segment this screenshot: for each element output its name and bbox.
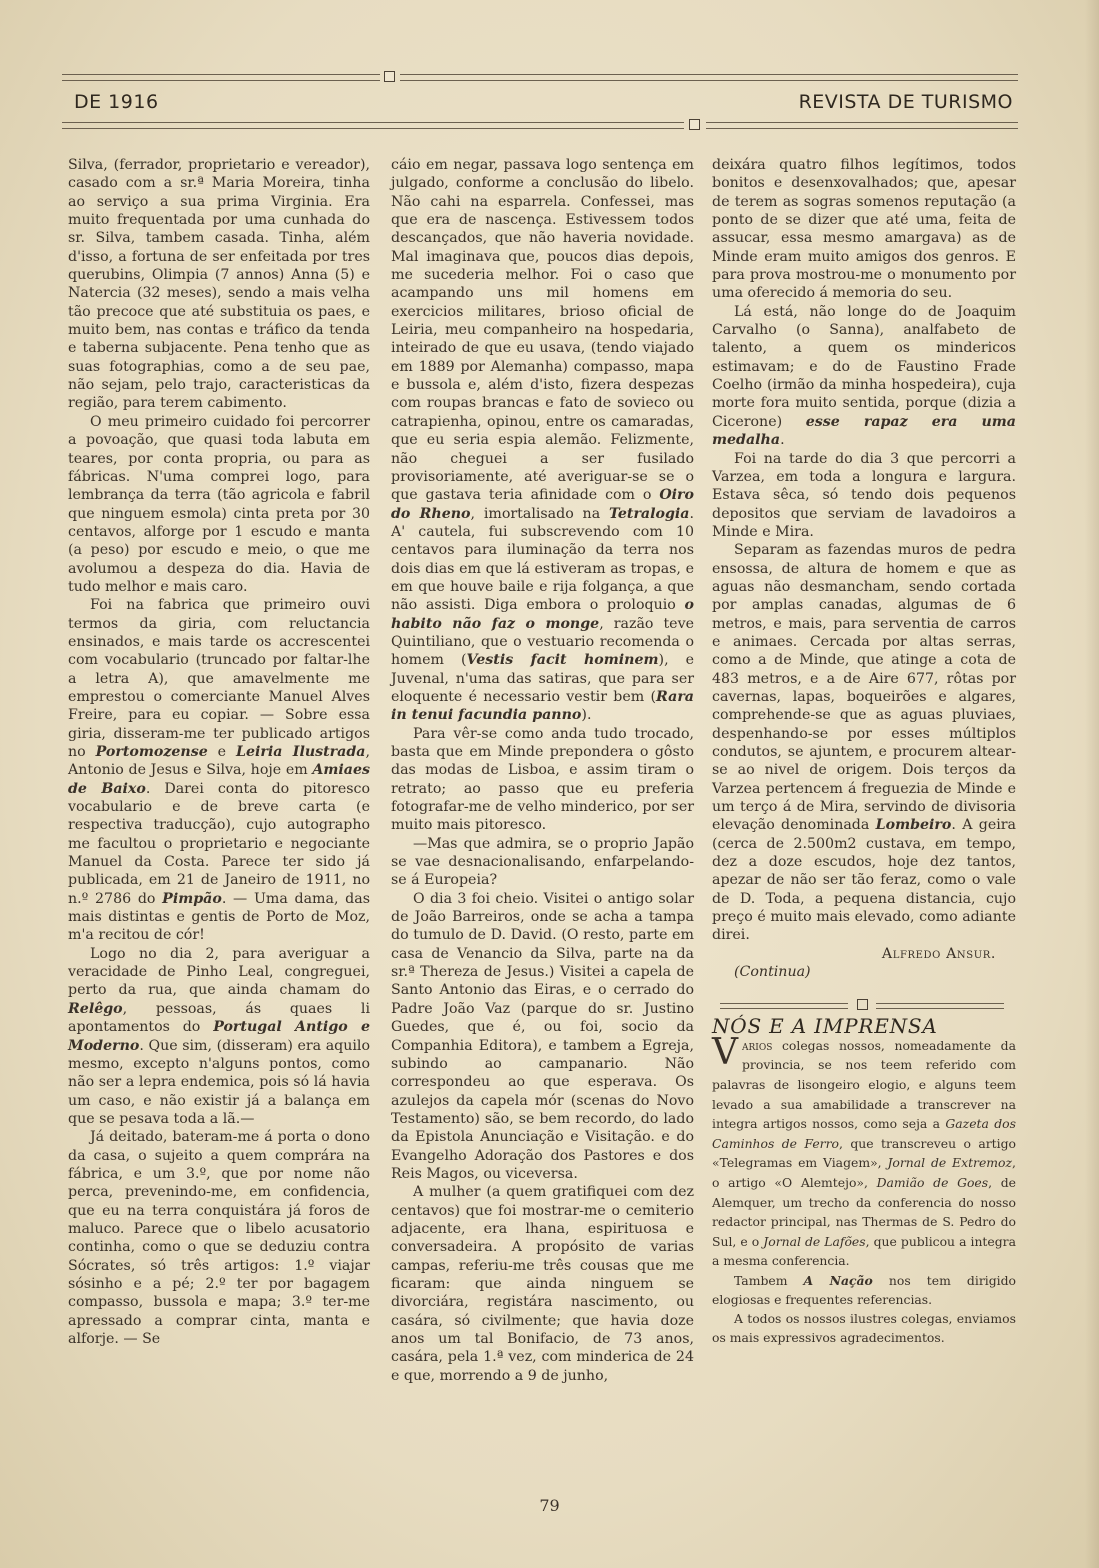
author-signature: Alfredo Ansur. xyxy=(881,945,996,962)
rule-ornament-box xyxy=(689,119,700,130)
continued-label: (Continua) xyxy=(734,964,811,981)
text-column-2 xyxy=(391,156,694,1385)
drop-cap: V xyxy=(712,1031,738,1073)
section-title: NÓS E A IMPRENSA xyxy=(712,1014,938,1039)
paragraph: Silva, (ferrador, proprietario e vereador), casado com a sr.ª Maria Moreira, tinha ao serviço a sua prima Virginia. Era muito frequentada por uma cunhada do sr. Silva, tambem casada. Tinha, além d'isso, a fortuna de ser enfeitada por tres querubins, Olimpia (7 annos) Anna (5) e Natercia (32 meses), sendo a mais velha tão precoce que até substituia os paes, e muito bem, nas contas e tráfico da tenda e taberna subjacente. Pena tenho que as suas fotographias, como a de seu pae, não sejam, pelo trajo, caracteristicas da região, para terem cabimento. xyxy=(68,157,370,412)
paragraph: Foi na tarde do dia 3 que percorri a Varzea, em toda a longura e largura. Estava sêca, só tendo dois pequenos depositos que serviam de lavadoiros a Minde e Mira. xyxy=(712,450,1016,540)
page-edge-shadow xyxy=(1085,0,1099,1568)
paragraph: —Mas que admira, se o proprio Japão se vae desnacionalisando, enfarpelando-se á Europeia? xyxy=(391,835,694,889)
paragraph: Para vêr-se como anda tudo trocado, basta que em Minde prepondera o gôsto das modas de Lisboa, e assim tiram o retrato; ao passo que eu preferia fotografar-me de velho minderico, por ser muito mais pitoresco. xyxy=(391,725,694,834)
paragraph: Foi na fabrica que primeiro ouvi termos da giria, com reluctancia ensinados, e mais tarde os accrescentei com vocabulario (truncado por faltar-lhe a letra A), que amavelmente me emprestou o comerciante Manuel Alves Freire, para eu copiar. — Sobre essa giria, disseram-me ter publicado artigos no Portomozense e Leiria Ilustrada, Antonio de Jesus e Silva, hoje em Amiaes de Baixo. Darei conta do pitoresco vocabulario e de breve carta (e respectiva traducção), cujo autographo me facultou o proprietario e negociante Manuel da Costa. Parece ter sido já publicada, em 21 de Janeiro de 1911, no n.º 2786 do Pimpão. — Uma dama, das mais distintas e gentis de Porto de Moz, m'a recitou de cór! xyxy=(68,597,371,944)
running-head-left: DE 1916 xyxy=(74,91,159,113)
divider-line xyxy=(876,1003,1004,1009)
paragraph: O meu primeiro cuidado foi percorrer a povoação, que quasi toda labuta em teares, por conta propria, ou para as fábricas. N'uma comprei logo, para lembrança da terra (tão agricola e fabril que ninguem esmola) cinta preta por 30 centavos, alforge por 1 escudo e manta (a peso) por escudo e meio, o que me avolumou a despeza do dia. Havia de tudo melhor e mais caro. xyxy=(68,413,370,595)
page-number: 79 xyxy=(539,1496,560,1515)
header-top-rule xyxy=(400,74,1018,81)
paragraph: O dia 3 foi cheio. Visitei o antigo solar de João Barreiros, onde se acha a tampa do tumulo de D. David. (O resto, parte em casa de Venancio da Silva, parte na da sr.ª Thereza de Jesus.) Visitei a capela de Santo Antonio das Eiras, e o cerrado do Padre João Vaz (parque do sr. Justino Guedes, que é, ou foi, socio da Companhia Editora), e tambem a Egreja, subindo ao campanario. Não correspondeu ao que esperava. Os azulejos da capela mór (scenas do Novo Testamento) são, se bem recordo, do lado da Epistola Anunciação e Visitação. e do Evangelho Adoração dos Pastores e dos Reis Magos, ou viceversa. xyxy=(391,890,694,1182)
continued-note xyxy=(712,963,1016,981)
paragraph: Lá está, não longe do de Joaquim Carvalho (o Sanna), analfabeto de talento, a quem os mindericos estimavam; e do de Faustino Frade Coelho (irmão da minha hospedeira), cuja morte fora muito sentida, porque (dizia a Cicerone) esse rapaz era uma medalha. xyxy=(712,303,1017,449)
paragraph: A todos os nossos ilustres colegas, enviamos os mais expressivos agradecimentos. xyxy=(712,1310,1016,1345)
paragraph xyxy=(712,1031,1016,1271)
divider-ornament-box xyxy=(857,999,868,1010)
paragraph: Logo no dia 2, para averiguar a veracidade de Pinho Leal, congreguei, perto da rua, que ainda chamam do Relêgo, pessoas, ás quaes li apontamentos do Portugal Antigo e Moderno. Que sim, (disseram) era aquilo mesmo, excepto n'alguns pontos, como não ser a lepra endemica, pois só lá havia um caso, e não existir já a balança em que se pesava toda a lã.— xyxy=(68,945,370,1127)
paragraph: Já deitado, bateram-me á porta o dono da casa, o sujeito a quem comprára na fábrica, e um 3.º, que por nome não perca, prevenindo-me, em confidencia, que eu na terra conquistára já foros de maluco. Parece que o libelo acusatorio continha, como o que se deduziu contra Sócrates, só três artigos: 1.º viajar sósinho e a pé; 2.º ter por bagagem compasso, bussola e mapa; 3.º ter-me apressado a comprar cinta, manta e alforje. — Se xyxy=(68,1129,370,1347)
divider-line xyxy=(720,1003,848,1009)
section-divider xyxy=(712,995,1016,1017)
running-head-right: REVISTA DE TURISMO xyxy=(798,91,1013,113)
text-column-3 xyxy=(712,156,1016,1347)
text-column-1 xyxy=(68,156,370,1348)
header-bottom-rule xyxy=(706,122,1018,129)
paragraph-body: arios colegas nossos, nomeadamente da provincia, se nos teem referido com palavras de lisongeiro elogio, e alguns teem levado a sua amabilidade a transcrever na integra artigos nossos, como seja a Gazeta dos Caminhos de Ferro, que transcreveu o artigo «Telegramas em Viagem», Jornal de Extremoz, o artigo «O Alemtejo», Damião de Goes, de Alemquer, um trecho da conferencia do nosso redactor principal, nas Thermas de S. Pedro do Sul, e o Jornal de Lafões, que publicou a integra a mesma conferencia. xyxy=(712,1037,1016,1269)
paragraph: Separam as fazendas muros de pedra ensossa, de altura de homem e que as aguas não desmancham, sendo cortada por amplas canadas, algumas de 6 metros, e mais, para serventia de carros e animaes. Cercada por altas serras, como a de Minde, que atinge a cota de 483 metros, e a de Aire 677, rôtas por cavernas, lapas, boqueirões e algares, comprehende-se que as aguas pluviaes, despenhando-se por esses múltiplos condutos, se ajuntem, e procurem altear-se ao nivel de origem. Dois terços da Varzea pertencem á freguezia de Minde e um terço á de Mira, servindo de divisoria elevação denominada Lombeiro. A geira (cerca de 2.500m2 custava, em tempo, dez a doze escudos, hoje dez tantos, apezar de não ser tão feraz, como o vale de D. Toda, a pequena distancia, cujo preço é muito mais elevado, como adiante direi. xyxy=(712,542,1016,944)
rule-ornament-box xyxy=(384,71,395,82)
paragraph: Tambem A Nação nos tem dirigido elogiosas e frequentes referencias. xyxy=(712,1272,1016,1307)
paragraph: deixára quatro filhos legítimos, todos bonitos e desenxovalhados; que, apesar de terem as sogras somenos reputação (a ponto de se dizer que até uma, feita de assucar, essa mesmo amargava) as de Minde eram muito amigos dos genros. E para prova mostrou-me o monumento por uma oferecido á memoria do seu. xyxy=(712,157,1016,302)
paragraph: A mulher (a quem gratifiquei com dez centavos) que foi mostrar-me o cemiterio adjacente, era lhana, espirituosa e conversadeira. A propósito de varias campas, referiu-me três cousas que me ficaram: que ainda ninguem se divorciára, registára nascimento, ou casára, só civilmente; que havia doze anos um tal Bonifacio, de 73 anos, casára, pela 1.ª vez, com minderica de 24 e que, morrendo a 9 de junho, xyxy=(391,1184,694,1384)
header-bottom-rule xyxy=(62,122,684,129)
header-top-rule xyxy=(62,74,380,81)
paragraph: cáio em negar, passava logo sentença em julgado, conforme a conclusão do libelo. Não cahi na esparrela. Confessei, mas que era de nascença. Estivessem todos descançados, que não haveria novidade. Mal imaginava que, poucos dias depois, me sucederia melhor. Foi o caso que acampando uns mil homens em exercicios militares, brioso oficial de Leiria, meu companheiro na hospedaria, inteirado de que eu usava, (tendo viajado em 1889 por Alemanha) compasso, mapa e bussola e, além d'isto, fizera despezas com roupas brancas e fato de sovieco ou catrapienha, opinou, entre os camaradas, que eu seria espia alemão. Felizmente, não cheguei a ser fusilado provisoriamente, até averiguar-se se o que gastava teria afinidade com o Oiro do Rheno, imortalisado na Tetralogia. A' cautela, fui subscrevendo com 10 centavos para iluminação da terra nos dois dias em que lá estiveram as tropas, e em que houve baile e rija folgança, a que não assisti. Diga embora o proloquio o habito não faz o monge, razão teve Quintiliano, que o vestuario recomenda o homem (Vestis facit hominem), e Juvenal, n'uma das satiras, que para ser eloquente é necessario vestir bem (Rara in tenui facundia panno). xyxy=(391,157,694,724)
